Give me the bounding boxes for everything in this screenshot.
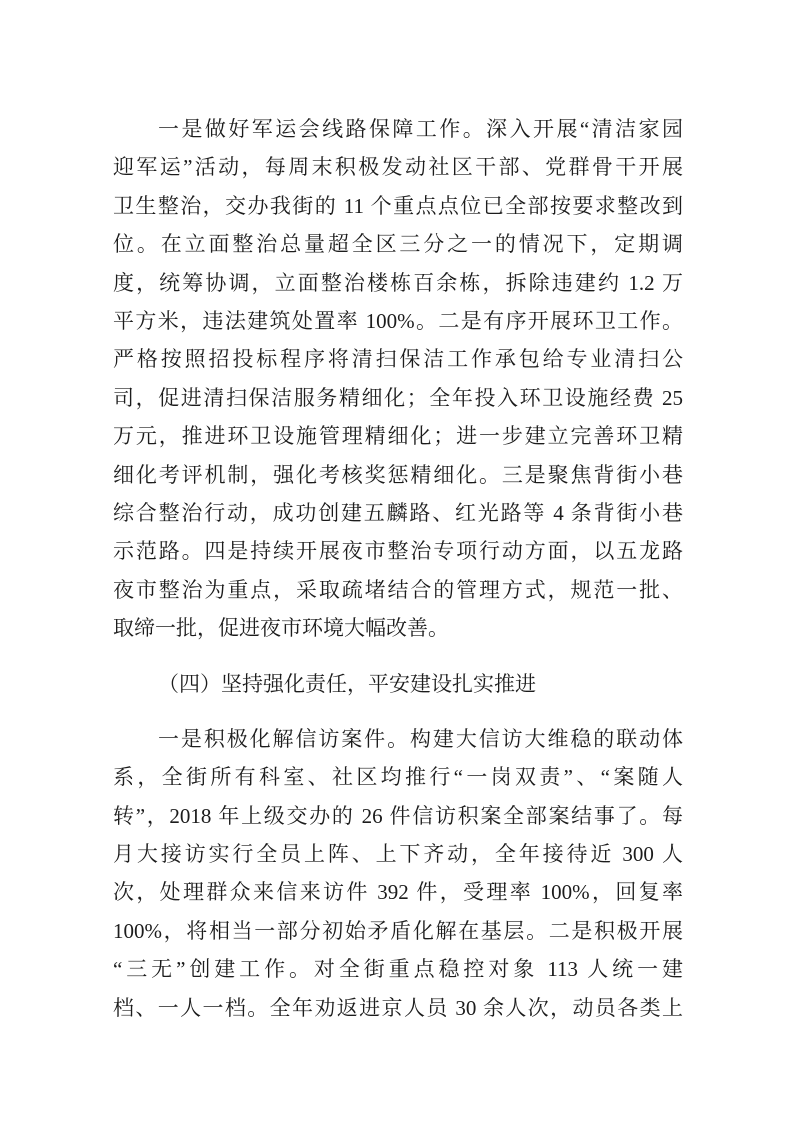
text-line: 月大接访实行全员上阵、上下齐动，全年接待近 300 人 (113, 842, 683, 867)
text-line: 综合整治行动，成功创建五麟路、红光路等 4 条背街小巷 (113, 500, 683, 525)
text-line: 档、一人一档。全年劝返进京人员 30 余人次，动员各类上 (113, 995, 683, 1020)
paragraph-peace-building (113, 720, 683, 1027)
section-heading-4: （四）坚持强化责任，平安建设扎实推进 (158, 672, 536, 697)
text-line: 卫生整治，交办我街的 11 个重点点位已全部按要求整改到 (113, 193, 683, 218)
text-line: 万元，推进环卫设施管理精细化；进一步建立完善环卫精 (113, 424, 683, 449)
text-line: 细化考评机制，强化考核奖惩精细化。三是聚焦背街小巷 (113, 462, 683, 487)
text-line: 次，处理群众来信来访件 392 件，受理率 100%，回复率 (113, 880, 683, 905)
text-line: 平方米，违法建筑处置率 100%。二是有序开展环卫工作。 (113, 308, 683, 333)
text-line: 一是做好军运会线路保障工作。深入开展“清洁家园 (158, 117, 683, 141)
paragraph-city-management (113, 110, 683, 647)
text-line: 迎军运”活动，每周末积极发动社区干部、党群骨干开展 (113, 155, 683, 180)
text-line: 转”，2018 年上级交办的 26 件信访积案全部案结事了。每 (113, 803, 683, 828)
text-line: 取缔一批，促进夜市环境大幅改善。 (113, 616, 449, 641)
text-column (113, 110, 683, 1027)
text-line: 100%，将相当一部分初始矛盾化解在基层。二是积极开展 (113, 918, 683, 943)
text-line: 示范路。四是持续开展夜市整治专项行动方面，以五龙路 (113, 539, 683, 564)
text-line: 严格按照招投标程序将清扫保洁工作承包给专业清扫公 (113, 347, 683, 372)
text-line: 位。在立面整治总量超全区三分之一的情况下，定期调 (113, 232, 683, 257)
text-line: 司，促进清扫保洁服务精细化；全年投入环卫设施经费 25 (113, 385, 683, 410)
text-line: 一是积极化解信访案件。构建大信访大维稳的联动体 (158, 726, 683, 751)
text-line: 夜市整治为重点，采取疏堵结合的管理方式，规范一批、 (113, 577, 683, 602)
text-line: 系，全街所有科室、社区均推行“一岗双责”、“案随人 (113, 765, 683, 790)
text-line: 度，统筹协调，立面整治楼栋百余栋，拆除违建约 1.2 万 (113, 270, 683, 295)
text-line: “三无”创建工作。对全街重点稳控对象 113 人统一建 (113, 957, 683, 982)
